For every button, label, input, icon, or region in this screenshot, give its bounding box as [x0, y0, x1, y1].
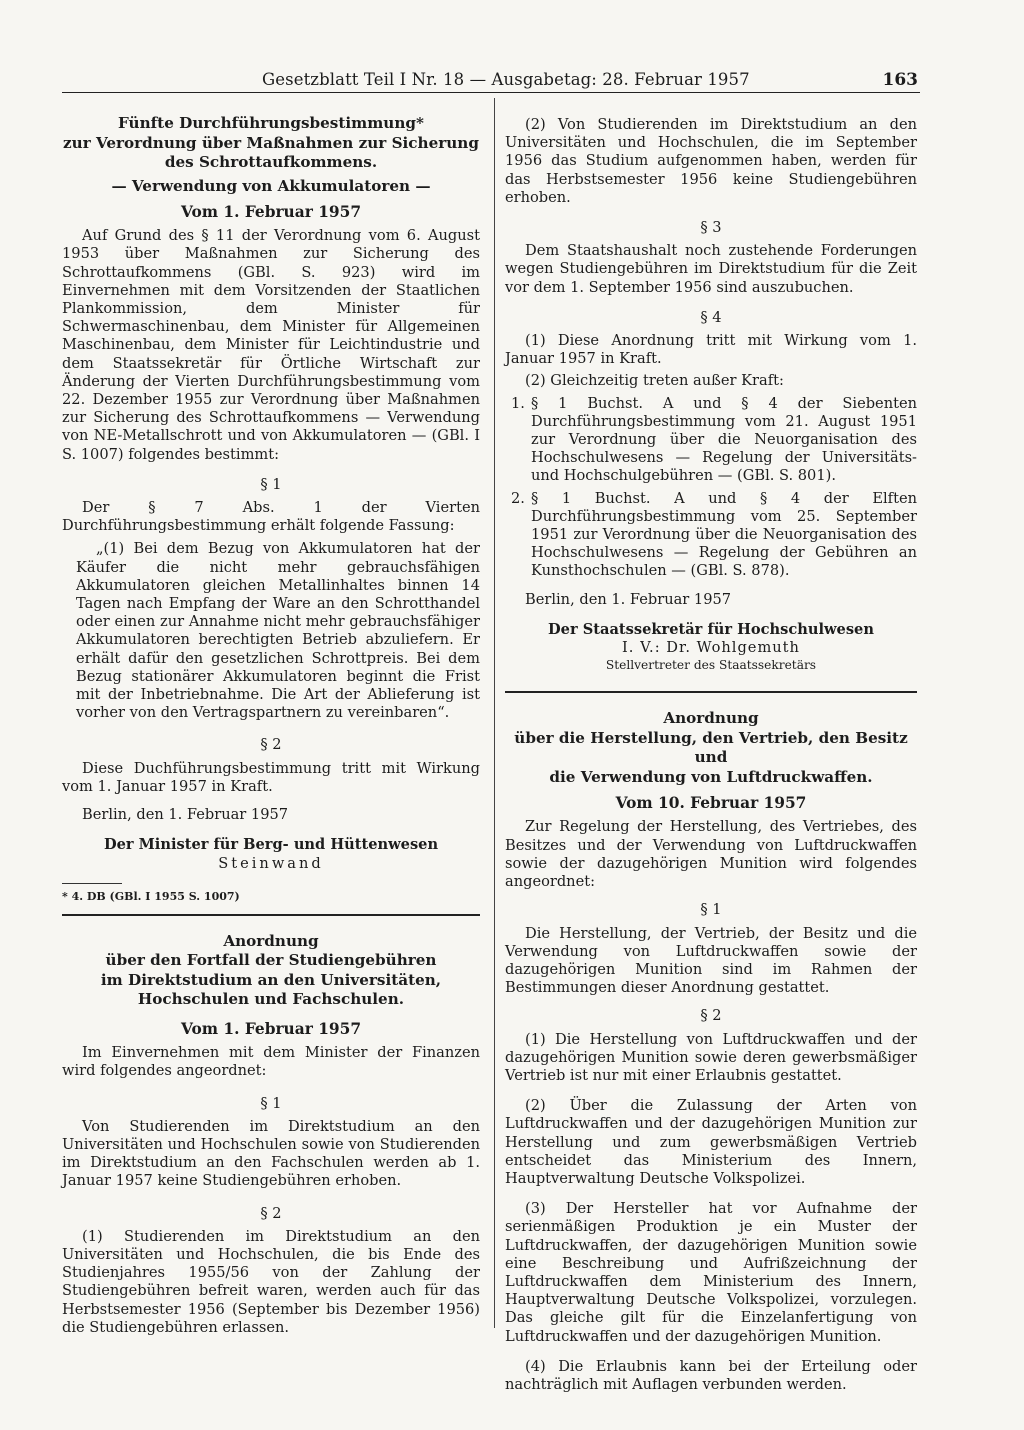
- doc3-section-2-para-2: (2) Über die Zulassung der Arten von Luftdruckwaffen und der dazugehörigen Munition zur Herstellung und zum gewerbsmäßigen Vertrieb entscheidet das Ministerium des Innern, Hauptverwaltung Deutsche Volkspolizei.: [505, 1097, 917, 1187]
- doc2-section-1-label: § 1: [260, 1094, 282, 1112]
- doc3-section-2-label: § 2: [700, 1007, 722, 1025]
- doc3-preamble: Zur Regelung der Herstellung, des Vertriebes, des Besitzes und der Verwendung von Luftdruckwaffen sowie der dazugehörigen Munition wird folgendes angeordnet:: [505, 818, 917, 891]
- header-title: Gesetzblatt Teil I Nr. 18 — Ausgabetag: 28. Februar 1957: [262, 70, 750, 89]
- column-divider: [494, 98, 495, 1328]
- doc1-date: Vom 1. Februar 1957: [180, 203, 362, 221]
- doc1-section-1-quote: „(1) Bei dem Bezug von Akkumulatoren hat der Käufer die nicht mehr gebrauchsfähigen Akkumulatoren gleichen Metallinhaltes binnen 14 Tagen nach Empfang der Ware an den Schrotthandel oder einen zur Annahme nicht mehr gebrauchsfähiger Akkumulatoren berechtigten Betrieb abzuliefern. Er erhält dafür den gesetzlichen Schrottpreis. Bei dem Bezug stationärer Akkumulatoren beginnt die Frist mit der Inbetriebnahme. Die Art der Ablieferung ist vorher von den Vertragspartnern zu vereinbaren“.: [76, 540, 480, 722]
- heading-line: über die Herstellung, den Vertrieb, den Besitz und: [514, 728, 908, 767]
- doc2-section-4-label: § 4: [700, 308, 722, 326]
- doc3-heading: [505, 709, 917, 787]
- doc2-place-date: Berlin, den 1. Februar 1957: [525, 590, 732, 608]
- page-number: 163: [882, 70, 918, 90]
- doc1-subheading: — Verwendung von Akkumulatoren —: [111, 176, 431, 195]
- list-item: [505, 490, 917, 581]
- doc1-signer-title: Der Minister für Berg- und Hüttenwesen: [103, 836, 439, 854]
- doc2-date: Vom 1. Februar 1957: [180, 1019, 362, 1038]
- doc2-section-3-text: Dem Staatshaushalt noch zustehende Forderungen wegen Studiengebühren im Direktstudium für die Zeit vor dem 1. September 1956 sind auszubuchen.: [505, 242, 917, 296]
- heading-line: im Direktstudium an den Universitäten,: [100, 970, 442, 989]
- heading-line: die Verwendung von Luftdruckwaffen.: [549, 767, 873, 786]
- list-item-number: 2.: [511, 489, 525, 507]
- list-item: [505, 395, 917, 486]
- doc1-section-2-label: § 2: [260, 736, 282, 754]
- right-column: [505, 116, 917, 1394]
- doc1-place-date: Berlin, den 1. Februar 1957: [82, 806, 289, 824]
- doc2-signer-title: Der Staatssekretär für Hochschulwesen: [548, 620, 874, 638]
- heading-line: Hochschulen und Fachschulen.: [137, 990, 405, 1009]
- doc3-section-1-text: Die Herstellung, der Vertrieb, der Besitz und die Verwendung von Luftdruckwaffen sowie der dazugehörigen Munition sind im Rahmen der Bestimmungen dieser Anordnung gestattet.: [505, 924, 917, 997]
- doc2-signer-name: I. V.: Dr. Wohlgemuth: [622, 639, 800, 657]
- doc3-section-2-para-4: (4) Die Erlaubnis kann bei der Erteilung oder nachträglich mit Auflagen verbunden werden.: [505, 1357, 917, 1393]
- doc3-section-2-para-3: (3) Der Hersteller hat vor Aufnahme der serienmäßigen Produktion je ein Muster der Luftdruckwaffen, der dazugehörigen Munition sowie eine Beschreibung und Aufrißzeichnung der Luftdruckwaffen dem Ministerium des Innern, Hauptverwaltung Deutsche Volkspolizei, vorzulegen. Das gleiche gilt für die Einzelanfertigung von Luftdruckwaffen und der dazugehörigen Munition.: [505, 1200, 917, 1345]
- doc2-section-4-para-1: (1) Diese Anordnung tritt mit Wirkung vom 1. Januar 1957 in Kraft.: [505, 332, 917, 368]
- doc2-preamble: Im Einvernehmen mit dem Minister der Finanzen wird folgendes angeordnet:: [62, 1044, 480, 1080]
- doc1-signer-name: Steinwand: [218, 854, 324, 872]
- page-header: [62, 62, 920, 93]
- section-divider: [505, 691, 917, 693]
- doc3-section-2-para-1: (1) Die Herstellung von Luftdruckwaffen und der dazugehörigen Munition sowie deren gewerbsmäßiger Vertrieb ist nur mit einer Erlaubnis gestattet.: [505, 1030, 917, 1084]
- doc2-section-4-para-2: (2) Gleichzeitig treten außer Kraft:: [525, 372, 784, 390]
- heading-line: Anordnung: [223, 931, 319, 950]
- heading-line: über den Fortfall der Studiengebühren: [105, 951, 437, 970]
- list-item-text: § 1 Buchst. A und § 4 der Elften Durchführungsbestimmung vom 25. September 1951 zur Verordnung über die Neuorganisation des Hochschulwesens — Regelung der Gebühren an Kunsthochschulen — (GBl. S. 878).: [531, 489, 917, 580]
- list-item-number: 1.: [511, 394, 525, 412]
- heading-line: Anordnung: [663, 709, 759, 728]
- doc1-section-1-label: § 1: [260, 475, 282, 493]
- heading-line: Fünfte Durchführungsbestimmung*: [118, 114, 424, 132]
- heading-line: des Schrottaufkommens.: [164, 153, 378, 171]
- doc1-section-2-text: Diese Duchführungsbestimmung tritt mit Wirkung vom 1. Januar 1957 in Kraft.: [62, 759, 480, 795]
- doc2-section-2-para-1: (1) Studierenden im Direktstudium an den Universitäten und Hochschulen, die bis Ende des Studienjahres 1955/56 von der Zahlung der Studiengebühren befreit waren, werden auch für das Herbstsemester 1956 (September bis Dezember 1956) die Studiengebühren erlassen.: [62, 1227, 480, 1336]
- doc2-section-1-text: Von Studierenden im Direktstudium an den Universitäten und Hochschulen sowie von Studierenden im Direktstudium an den Fachschulen werden ab 1. Januar 1957 keine Studiengebühren erhoben.: [62, 1117, 480, 1190]
- footnote-rule: [62, 883, 122, 884]
- doc3-date: Vom 10. Februar 1957: [615, 794, 807, 813]
- doc1-section-1-text: Der § 7 Abs. 1 der Vierten Durchführungsbestimmung erhält folgende Fassung:: [62, 499, 480, 535]
- doc3-section-1-label: § 1: [700, 901, 722, 919]
- doc1-heading: [62, 114, 480, 173]
- heading-line: zur Verordnung über Maßnahmen zur Sicherung: [63, 133, 479, 152]
- doc1-footnote: * 4. DB (GBl. I 1955 S. 1007): [62, 889, 240, 903]
- doc2-heading: [62, 932, 480, 1010]
- doc2-section-3-label: § 3: [700, 219, 722, 237]
- list-item-text: § 1 Buchst. A und § 4 der Siebenten Durchführungsbestimmung vom 21. August 1951 zur Verordnung über die Neuorganisation des Hochschulwesens — Regelung der Universitäts- und Hochschulgebühren — (GBl. S. 801).: [531, 394, 917, 485]
- doc1-preamble: Auf Grund des § 11 der Verordnung vom 6. August 1953 über Maßnahmen zur Sicherung des Schrottaufkommens (GBl. S. 923) wird im Einvernehmen mit dem Vorsitzenden der Staatlichen Plankommission, dem Minister für Schwermaschinenbau, dem Minister für Allgemeinen Maschinenbau, dem Minister für Leichtindustrie und dem Staatssekretär für Örtliche Wirtschaft zur Änderung der Vierten Durchführungsbestimmung vom 22. Dezember 1955 zur Verordnung über Maßnahmen zur Sicherung des Schrottaufkommens — Verwendung von NE-Metallschrott und von Akkumulatoren — (GBl. I S. 1007) folgendes bestimmt:: [62, 227, 480, 463]
- doc2-section-2-label: § 2: [260, 1204, 282, 1222]
- left-column: [62, 114, 480, 1337]
- doc2-section-2-para-2: (2) Von Studierenden im Direktstudium an den Universitäten und Hochschulen, die im September 1956 das Studium aufgenommen haben, werden für das Herbstsemester 1956 keine Studiengebühren erhoben.: [505, 116, 917, 206]
- section-divider: [62, 914, 480, 916]
- doc2-signer-role: Stellvertreter des Staatssekretärs: [605, 658, 817, 673]
